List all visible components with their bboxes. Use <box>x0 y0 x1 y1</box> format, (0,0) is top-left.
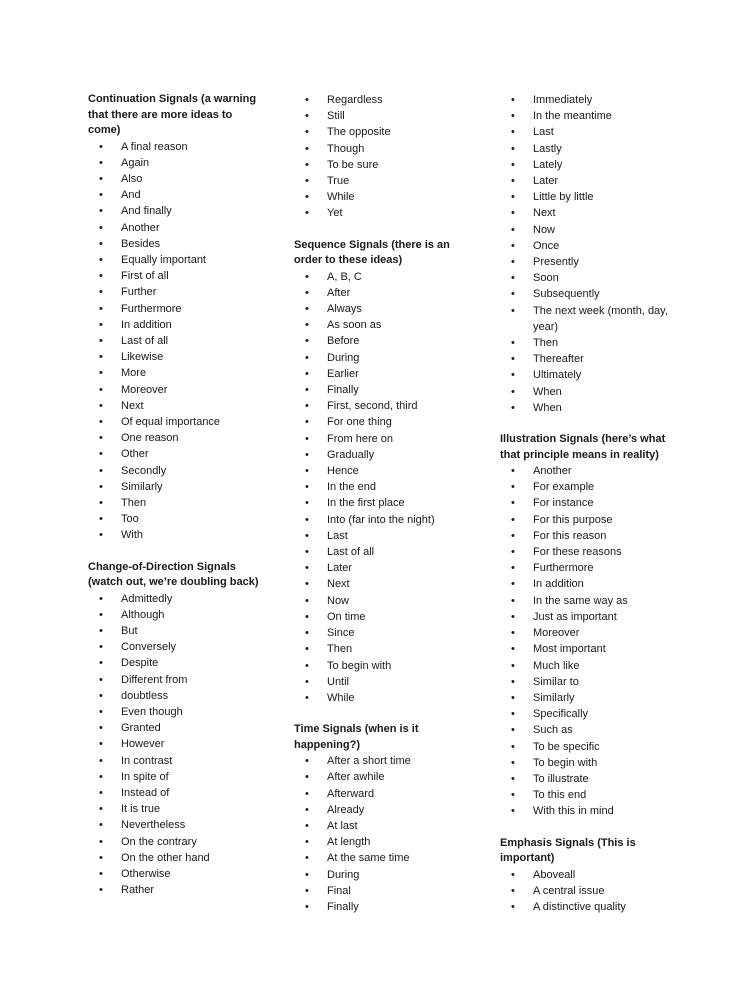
list-item: • After a short time <box>294 753 469 769</box>
column-3 <box>500 92 675 915</box>
list-item: • After awhile <box>294 769 469 785</box>
list-item: • Despite <box>88 655 263 671</box>
list-item: • Subsequently <box>500 286 675 302</box>
list-item: • Final <box>294 883 469 899</box>
list-item: • Another <box>500 463 675 479</box>
list-item: • doubtless <box>88 688 263 704</box>
list-item: • The opposite <box>294 124 469 140</box>
list-item: • Still <box>294 108 469 124</box>
list-item: • Otherwise <box>88 866 263 882</box>
list-item: • In addition <box>500 576 675 592</box>
list-item: • The next week (month, day, year) <box>500 303 675 335</box>
list-item: • In spite of <box>88 769 263 785</box>
list-item: • Different from <box>88 672 263 688</box>
list-item: • First of all <box>88 268 263 284</box>
time-heading: Time Signals (when is it happening?) <box>294 723 419 751</box>
list-item: • Specifically <box>500 706 675 722</box>
list-item: • Likewise <box>88 349 263 365</box>
list-item: • A distinctive quality <box>500 899 675 915</box>
list-item: • On the other hand <box>88 850 263 866</box>
list-item: • To be specific <box>500 739 675 755</box>
list-item: • Instead of <box>88 785 263 801</box>
list-item: • Last of all <box>88 333 263 349</box>
list-item: • Hence <box>294 463 469 479</box>
list-item: • On the contrary <box>88 834 263 850</box>
list-item: • Such as <box>500 722 675 738</box>
list-item: • At length <box>294 834 469 850</box>
list-item: • Too <box>88 511 263 527</box>
list-item: • When <box>500 384 675 400</box>
list-item: • Even though <box>88 704 263 720</box>
list-item: • Though <box>294 141 469 157</box>
list-item: • Aboveall <box>500 867 675 883</box>
list-item: • While <box>294 690 469 706</box>
list-item: • Always <box>294 301 469 317</box>
list-item: • True <box>294 173 469 189</box>
list-item: • Granted <box>88 720 263 736</box>
list-item: • A, B, C <box>294 269 469 285</box>
list-item: • Gradually <box>294 447 469 463</box>
list-item: • A central issue <box>500 883 675 899</box>
sequence-heading: Sequence Signals (there is an order to these ideas) <box>294 238 450 267</box>
list-item: • Furthermore <box>88 301 263 317</box>
time-list <box>294 753 469 915</box>
list-item: • Thereafter <box>500 351 675 367</box>
list-item: • Equally important <box>88 252 263 268</box>
list-item: • At the same time <box>294 850 469 866</box>
list-item: • Immediately <box>500 92 675 108</box>
column-1 <box>88 92 263 898</box>
list-item: • More <box>88 365 263 381</box>
list-item: • Lastly <box>500 141 675 157</box>
list-item: • And finally <box>88 203 263 219</box>
list-item: • And <box>88 187 263 203</box>
list-item: • Moreover <box>88 382 263 398</box>
list-item: • As soon as <box>294 317 469 333</box>
list-item: • Presently <box>500 254 675 270</box>
list-item: • To this end <box>500 787 675 803</box>
list-item: • To be sure <box>294 157 469 173</box>
list-item: • Most important <box>500 641 675 657</box>
list-item: • Moreover <box>500 625 675 641</box>
list-item: • Next <box>294 576 469 592</box>
list-item: • For instance <box>500 495 675 511</box>
list-item: • Later <box>500 173 675 189</box>
list-item: • Little by little <box>500 189 675 205</box>
change-of-direction-heading: Change-of-Direction Signals (watch out, we’re doubling back) <box>88 560 259 589</box>
list-item: • Later <box>294 560 469 576</box>
list-item: • Now <box>500 222 675 238</box>
list-item: • Further <box>88 284 263 300</box>
list-item: • Besides <box>88 236 263 252</box>
list-item: • Other <box>88 446 263 462</box>
change-of-direction-list <box>88 591 263 899</box>
list-item: • Regardless <box>294 92 469 108</box>
list-item: • During <box>294 867 469 883</box>
sequence-list <box>294 269 469 706</box>
list-item: • Lately <box>500 157 675 173</box>
list-item: • For these reasons <box>500 544 675 560</box>
list-item: • For example <box>500 479 675 495</box>
list-item: • Since <box>294 625 469 641</box>
list-item: • Similarly <box>88 479 263 495</box>
list-item: • After <box>294 285 469 301</box>
list-item: • On time <box>294 609 469 625</box>
list-item: • Finally <box>294 382 469 398</box>
time-list-continued <box>500 92 675 416</box>
list-item: • For this reason <box>500 528 675 544</box>
list-item: • Next <box>88 398 263 414</box>
list-item: • Soon <box>500 270 675 286</box>
list-item: • Already <box>294 802 469 818</box>
list-item: • For this purpose <box>500 512 675 528</box>
list-item: • Secondly <box>88 463 263 479</box>
list-item: • But <box>88 623 263 639</box>
list-item: • To illustrate <box>500 771 675 787</box>
list-item: • Ultimately <box>500 367 675 383</box>
list-item: • Just as important <box>500 609 675 625</box>
list-item: • Last <box>294 528 469 544</box>
list-item: • To begin with <box>294 658 469 674</box>
list-item: • Then <box>88 495 263 511</box>
emphasis-heading: Emphasis Signals (This is important) <box>500 836 636 865</box>
list-item: • Much like <box>500 658 675 674</box>
list-item: • Also <box>88 171 263 187</box>
list-item: • Another <box>88 220 263 236</box>
list-item: • Afterward <box>294 786 469 802</box>
list-item: • Finally <box>294 899 469 915</box>
list-item: • Nevertheless <box>88 817 263 833</box>
list-item: • Earlier <box>294 366 469 382</box>
list-item: • Yet <box>294 205 469 221</box>
list-item: • In contrast <box>88 753 263 769</box>
list-item: • At last <box>294 818 469 834</box>
list-item: • Then <box>294 641 469 657</box>
list-item: • Now <box>294 593 469 609</box>
list-item: • Last <box>500 124 675 140</box>
list-item: • A final reason <box>88 139 263 155</box>
list-item: • Then <box>500 335 675 351</box>
column-2 <box>294 92 469 915</box>
list-item: • In the same way as <box>500 593 675 609</box>
list-item: • One reason <box>88 430 263 446</box>
list-item: • For one thing <box>294 414 469 430</box>
list-item: • Until <box>294 674 469 690</box>
list-item: • In the first place <box>294 495 469 511</box>
list-item: • Again <box>88 155 263 171</box>
list-item: • Into (far into the night) <box>294 512 469 528</box>
list-item: • From here on <box>294 431 469 447</box>
list-item: • It is true <box>88 801 263 817</box>
list-item: • In the meantime <box>500 108 675 124</box>
continuation-heading: Continuation Signals (a warning that there are more ideas to come) <box>88 93 257 136</box>
list-item: • Before <box>294 333 469 349</box>
continuation-list <box>88 139 263 544</box>
list-item: • With this in mind <box>500 803 675 819</box>
list-item: • Rather <box>88 882 263 898</box>
illustration-heading: Illustration Signals (here’s what that principle means in reality) <box>500 433 666 461</box>
list-item: • Once <box>500 238 675 254</box>
list-item: • Next <box>500 205 675 221</box>
list-item: • First, second, third <box>294 398 469 414</box>
list-item: • In addition <box>88 317 263 333</box>
list-item: • Furthermore <box>500 560 675 576</box>
list-item: • Last of all <box>294 544 469 560</box>
list-item: • However <box>88 736 263 752</box>
list-item: • When <box>500 400 675 416</box>
list-item: • Admittedly <box>88 591 263 607</box>
list-item: • Of equal importance <box>88 414 263 430</box>
list-item: • With <box>88 527 263 543</box>
change-of-direction-list-continued <box>294 92 469 222</box>
list-item: • Similar to <box>500 674 675 690</box>
list-item: • While <box>294 189 469 205</box>
list-item: • To begin with <box>500 755 675 771</box>
list-item: • Although <box>88 607 263 623</box>
list-item: • Similarly <box>500 690 675 706</box>
illustration-list <box>500 463 675 819</box>
list-item: • In the end <box>294 479 469 495</box>
emphasis-list <box>500 867 675 916</box>
list-item: • During <box>294 350 469 366</box>
list-item: • Conversely <box>88 639 263 655</box>
